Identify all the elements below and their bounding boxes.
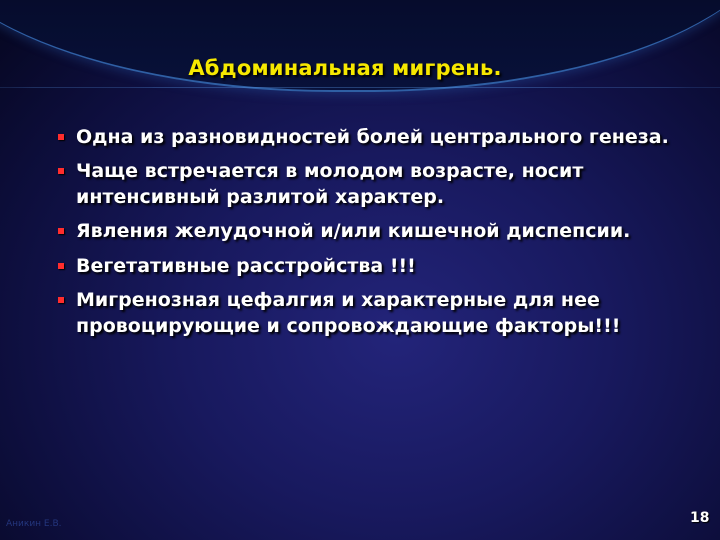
bullet-marker-icon [58, 228, 64, 234]
bullet-text: Одна из разновидностей болей центрального генеза. [76, 126, 669, 148]
bullet-item [58, 288, 678, 339]
bullet-item [58, 159, 678, 210]
bullet-item [58, 254, 678, 279]
bullet-item [58, 219, 678, 244]
bullet-marker-icon [58, 297, 64, 303]
bullet-marker-icon [58, 263, 64, 269]
bullet-marker-icon [58, 168, 64, 174]
bullet-text: Вегетативные расстройства !!! [76, 254, 416, 277]
bullet-text: Чаще встречается в молодом возрасте, носит интенсивный разлитой характер. [76, 160, 584, 208]
bullet-item [58, 125, 678, 150]
bullet-marker-icon [58, 134, 64, 140]
page-number: 18 [690, 510, 710, 526]
bullet-text: Явления желудочной и/или кишечной диспепсии. [76, 220, 631, 243]
bullet-list [58, 125, 678, 348]
bullet-text: Мигренозная цефалгия и характерные для нее провоцирующие и сопровождающие факторы!!! [76, 289, 621, 337]
author-footer: Аникин Е.В. [6, 519, 62, 529]
slide-title: Абдоминальная мигрень. [188, 56, 502, 80]
